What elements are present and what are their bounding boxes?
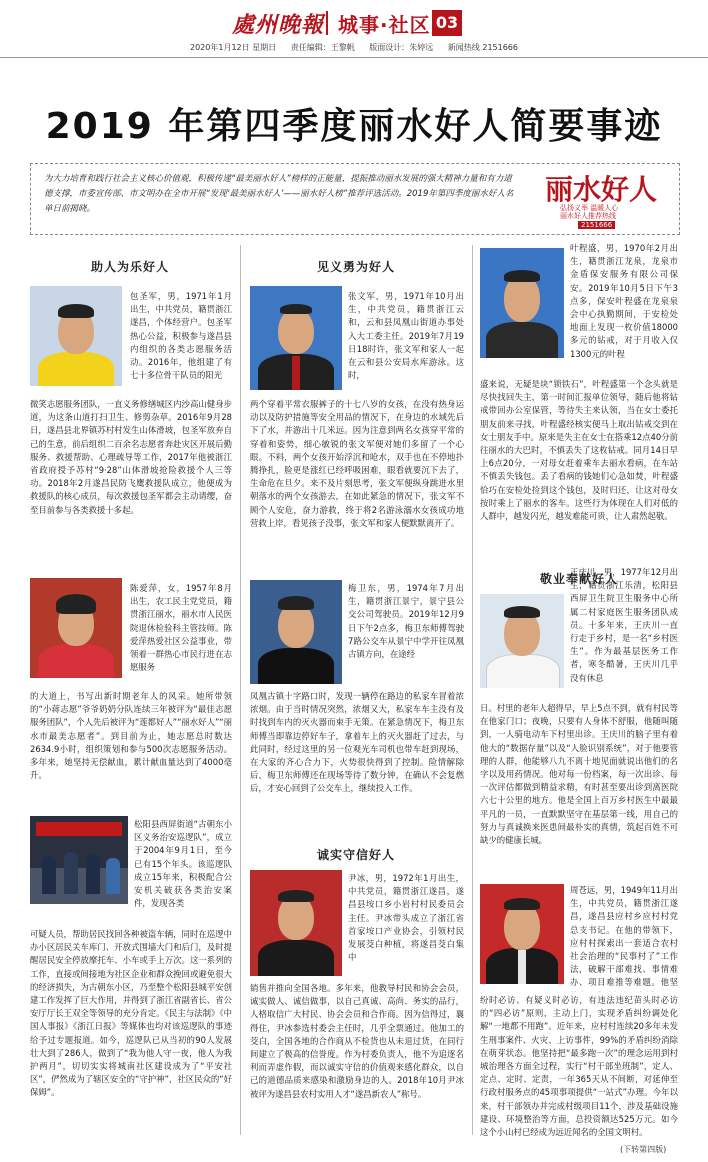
photo-chen bbox=[30, 578, 122, 678]
dateline bbox=[0, 42, 708, 58]
bio-chen-lead: 陈爱萍，女，1957年8月出生，农工民主党党员，籍贯浙江丽水，丽水市人民医院退休检验科主管技师。陈爱萍热爱社区公益事业，带领着一群热心市民行进在志愿服务 bbox=[130, 583, 232, 673]
brand-logo-text: 丽水好人 bbox=[545, 173, 658, 206]
section-title-dedication: 敬业奉献好人 bbox=[539, 572, 618, 586]
column-rule-2 bbox=[472, 245, 473, 1135]
bio-wang-body: 日。村里的老年人超得早，早上5点不到，就有村民等在他家门口；夜晚，只要有人身体不舒服，他随叫随到，一人骑电动车下村里出诊。王庆川的脑子里有着他大的“数据存量”以及“人脸识别系统”，对于他要管理的人群，他能够八九不离十地见面就说出他们的名字以及用药情况。他对每一份档案，每一次出诊、每一次评估都做到精益求精，有时甚至要出诊到离医院六七十公里的地方。他是全国上百万乡村医生中最最平凡的一员，一直默默坚守在基层第一线，用自己的努力与真诚换来医患间最朴实的真情，筑起百姓不可缺少的健康长城。 bbox=[480, 703, 678, 846]
bio-yin-lead: 尹冰，男，1972年1月出生，中共党员，籍贯浙江遂昌，遂昌县垵口乡小岩村村民委员会主任。尹冰带头成立了浙江省首家垵口产业协会，引领村民发展茭白种植，将遂昌茭白集中 bbox=[348, 873, 464, 963]
section-title-honest: 诚实守信好人 bbox=[316, 848, 395, 862]
bio-mei-lead: 梅卫东，男，1974年7月出生，籍贯浙江景宁，景宁县公交公司驾驶员。2019年12月9日下午2点多，梅卫东师傅驾驶7路公交车从景宁中学开往凤凰古镇方向，在途经 bbox=[348, 583, 464, 660]
bio-zhang-body: 两个穿着平常衣服裤子的十七八岁的女孩，在没有热身运动以及防护措施等安全用品的情况下，在身边的水域先后下了水，并游出十几米远。因为注意到两名女孩穿平常的穿着和姿势，细心敏锐的张文军便对她们多留了一个心眼。不料，两个女孩开始浮沉和呛水，双手也在不停地扑腾挣扎，脸更是涨红已经呼吸困难，眼看就要沉下去了，生命危在旦夕。来不及片刻思考，张文军便纵身跳进水里朝落水的两个女孩游去，在如此紧急的情况下，张文军不顾个人安危，奋力游救，终于将2名游泳溺水女孩成功地营救上岸，看见孩子没事，张文军和家人便默默离开了。 bbox=[250, 399, 464, 528]
bio-yin-body: 销售并推向全国各地。多年来，他教导村民和协会会员，诚实做人、诚信做事，以自己真诚、高尚、务实的品行，人格取信广大村民、协会会员和合作商。因为信得过，襄得住，尹冰参选村委会主任时，几乎全票通过。他加工的茭白，全国各地的合作商从不检货也从未退过货，在同行间建立了极高的信誉度。作为村委负责人，他不为追逐名利而弄虚作假，而以诚实守信的价值观来感化群众，以自己的道德品质来感染和激励身边的人。2018年10月尹冰被评为遂昌县农村实用人才“遂昌新农人”称号。 bbox=[250, 983, 464, 1099]
photo-mei bbox=[250, 580, 342, 684]
photo-bao bbox=[30, 286, 122, 386]
bio-ye-lead: 叶程盛，男，1970年2月出生，籍贯浙江龙泉，龙泉市金盾保安服务有限公司保安。2019年10月5日下午3点多，保安叶程盛在龙泉泉会中心执勤期间，于安检处地面上发现一枚价值18000多元的钻戒，对于月收入仅1300元的叶程 bbox=[570, 243, 678, 359]
brand-slogan-line2: 丽水好人推荐热线 bbox=[560, 212, 616, 220]
bio-bao-body: 微笑志愿服务团队，一直义务修缮城区内沙高山健身步道，为这条山道打扫卫生、修剪杂草。2016年9月28日，遂昌县北界镇苏村村发生山体滑坡，包圣军放弃自己的生意，前后组织二百余名志愿者奔赴灾区开展后勤服务、救援帮助、心理疏导等工作，2017年他被浙江省政府授予苏村“9·28”山体滑坡抢险救援个人三等功。2018年2月遂昌民防飞鹰救援队成立，他便成为救援队的核心成员，每次救援包圣军都会主动请缨，奋至目前参与各类救援十多起。 bbox=[30, 399, 232, 515]
bio-team-body: 可疑人员，帮助居民找回各种被盗车辆，同时在巡逻中办小区居民关车库门、开放式围墙大门和后门，及时提醒居民安全停放摩托车、小车或手上万次。这一系列的工作，直接或间接地为社区企业和群众挽回或避免很大的经济损失，为古朝东小区，乃至整个松阳县城平安创建工作发挥了巨大作用，并得到了浙江省副省长、省公安厅厅长王双全等领导的充分肯定。《民主与法制》《中国人事报》《浙江日报》等媒体也均对该巡逻队的事迹给予过专题报道。如今，巡逻队已从当初的90人发展壮大到了286人，做到了“我为他人守一夜，他人为我护两月”，切切实实将城南社区建设成为了“平安社区”，俨然成为了辖区安全的“守护神”，社区民众的“好保姆”。 bbox=[30, 929, 232, 1098]
bio-bao-lead: 包圣军，男，1971年1月出生，中共党员，籍贯浙江遂昌，个体经营户。包圣军热心公益，积极参与遂昌县内组织的各类志愿服务活动。2016年，他组建了有七十多位骨干队员的阳光 bbox=[130, 291, 232, 381]
brand-slogan bbox=[560, 204, 618, 220]
brand-slogan-line1: 弘扬义举 温暖人心 bbox=[560, 204, 619, 212]
bio-chen-body: 的大道上，书写出新时期老年人的风采。她所带领的“小蒋志愿”爷爷奶奶分队连续三年被评为“最佳志愿服务团队”，个人先后被评为“莲都好人”“丽水好人”“丽水市最美志愿者”。到目前为止，她志愿总时数达2634.9小时，组织策划和参与500次志愿服务活动。多年来，她坚持无偿献血，累计献血量达到了4000毫升。 bbox=[30, 691, 232, 781]
bio-zhou-lead: 周苍远，男，1949年11月出生，中共党员，籍贯浙江遂昌，遂昌县应村乡应村村党总支书记。在他的带领下，应村村探索出一套适合农村社会治理的“民事村了”工作法，破解干部难找、事情难办、项目难推等难题。他坚 bbox=[570, 885, 678, 988]
news-hotline: 新闻热线 2151666 bbox=[447, 43, 518, 52]
newspaper-logo: 處州晚報 bbox=[232, 12, 325, 38]
photo-patrol-team bbox=[30, 816, 128, 904]
section-name: 城事·社区 bbox=[338, 13, 431, 37]
page-headline: 2019 年第四季度丽水好人简要事迹 bbox=[45, 106, 663, 147]
bio-mei-body: 凤凰古镇十字路口时，发现一辆停在路边的私家车冒着浓浓烟。由于当时情况突然，浓烟又大，私家车车主没有及时找到车内的灭火器而束手无策。在紧急情况下，梅卫东师傅当即靠边停好车子，拿着车上的灭火器赶了过去，与此同时，经过这里的另一位观光车司机也带车赶到现场，在大家的齐心合力下，火势很快得到了控制。险情解除后，梅卫东师傅还在现场等待了数分钟，在确认不会复燃后，才安心回到了公交车上，继续投入工作。 bbox=[250, 691, 464, 794]
photo-zhang bbox=[250, 286, 342, 390]
column-rule-1 bbox=[240, 245, 241, 1135]
bio-team-lead: 松阳县西屏街道“古朝东小区义务治安巡逻队”，成立于2004年9月1日，至今已有15个年头。该巡逻队成立15年来，积极配合公安机关破获各类治安案件，发现各类 bbox=[134, 819, 232, 909]
issue-date: 2020年1月12日 星期日 bbox=[190, 43, 277, 52]
bio-wang-lead: 王庆川，男，1977年12月出生，籍贯浙江乐清，松阳县西屏卫生院卫生服务中心所属二村家庭医生服务团队成员。十多年来，王庆川一直行走于乡村，是一名“乡村医生”。作为最基层医务工作者，寒冬酷暑，王庆川几乎没有休息 bbox=[570, 567, 678, 683]
photo-wang bbox=[480, 594, 564, 688]
intro-text: 为大力培育和践行社会主义核心价值观，积极传递“最美丽水好人”榜样的正能量，提振推动丽水发展的强大精神力量和有力道德支撑，市委宣传部、市文明办在全市开展“发现‘最美丽水好人’——丽水好人榜”推荐评选活动。2019年第四季度丽水好人名单日前揭晓。 bbox=[44, 174, 514, 214]
masthead-divider bbox=[326, 11, 328, 35]
page-number-badge: 03 bbox=[432, 10, 462, 36]
designer: 版面设计：朱婷远 bbox=[369, 43, 434, 52]
section-title-helping: 助人为乐好人 bbox=[90, 260, 169, 274]
photo-ye bbox=[480, 248, 564, 358]
bio-ye-body: 盛来说，无疑是块“锁铁石”，叶程盛第一个念头就是尽快找回失主，第一时间汇报单位领导，随后他将钻戒带回办公室保管，等待失主来认领，当在女士委托朋友前来寻找，叶程盛经核实便马上取出钻戒交到在女士朋友手中。原来是失主在女士在搭乘12点40分前往丽水的大巴时，不慎丢失了这枚钻戒。同月14日早上6点20分，一对母女赶着乘车去丽水看病，在车站不慎丢失钱包。丢了看病的钱她们心急如焚，叶程盛恰巧在安检处捡到这个钱包，及时归还，让这对母女按时乘上了丽水的客车。这些行为体现在人们对低的人群中，越发闪光，越发难能可贵，让人肃然起敬。 bbox=[480, 379, 678, 522]
photo-yin bbox=[250, 870, 342, 976]
brand-phone: 2151666 bbox=[578, 221, 615, 229]
bio-zhang-lead: 张文军，男，1971年10月出生，中共党员，籍贯浙江云和，云和县凤凰山街道办事处入大工委主任。2019年7月19日18时许，张文军和家人一起在云和县公安局水库游泳。这时， bbox=[348, 291, 464, 381]
continued-note: (下转第四版) bbox=[620, 1145, 667, 1154]
bio-zhou-body: 纷时必访、有疑义时必访，有违法违纪苗头时必访的“四必访”原则，主动上门，实现矛盾纠纷调处化解“一地都不用跑”。近年来，应村村连续20多年未发生刑事案件、火灾、上访事件，99%的矛盾纠纷消除在萌芽状态。他坚持把“最多跑一次”的理念运用到村城治理各方面全过程，实行“村干部坐班制”，定人、定点、定时、定责，一年365天从不间断，对延伸至行政村服务点的45项事项提供“一站式”办理。今年以来，村干部领办并完成村级项目11个，涉及基础设施建设、环境整治等方面，总投资额达525万元。如今这个小山村已经成为远近闻名的全国文明村。 bbox=[480, 995, 678, 1138]
editor: 责任编辑：王黎帆 bbox=[290, 43, 355, 52]
section-title-brave: 见义勇为好人 bbox=[316, 260, 395, 274]
photo-zhou bbox=[480, 884, 564, 984]
